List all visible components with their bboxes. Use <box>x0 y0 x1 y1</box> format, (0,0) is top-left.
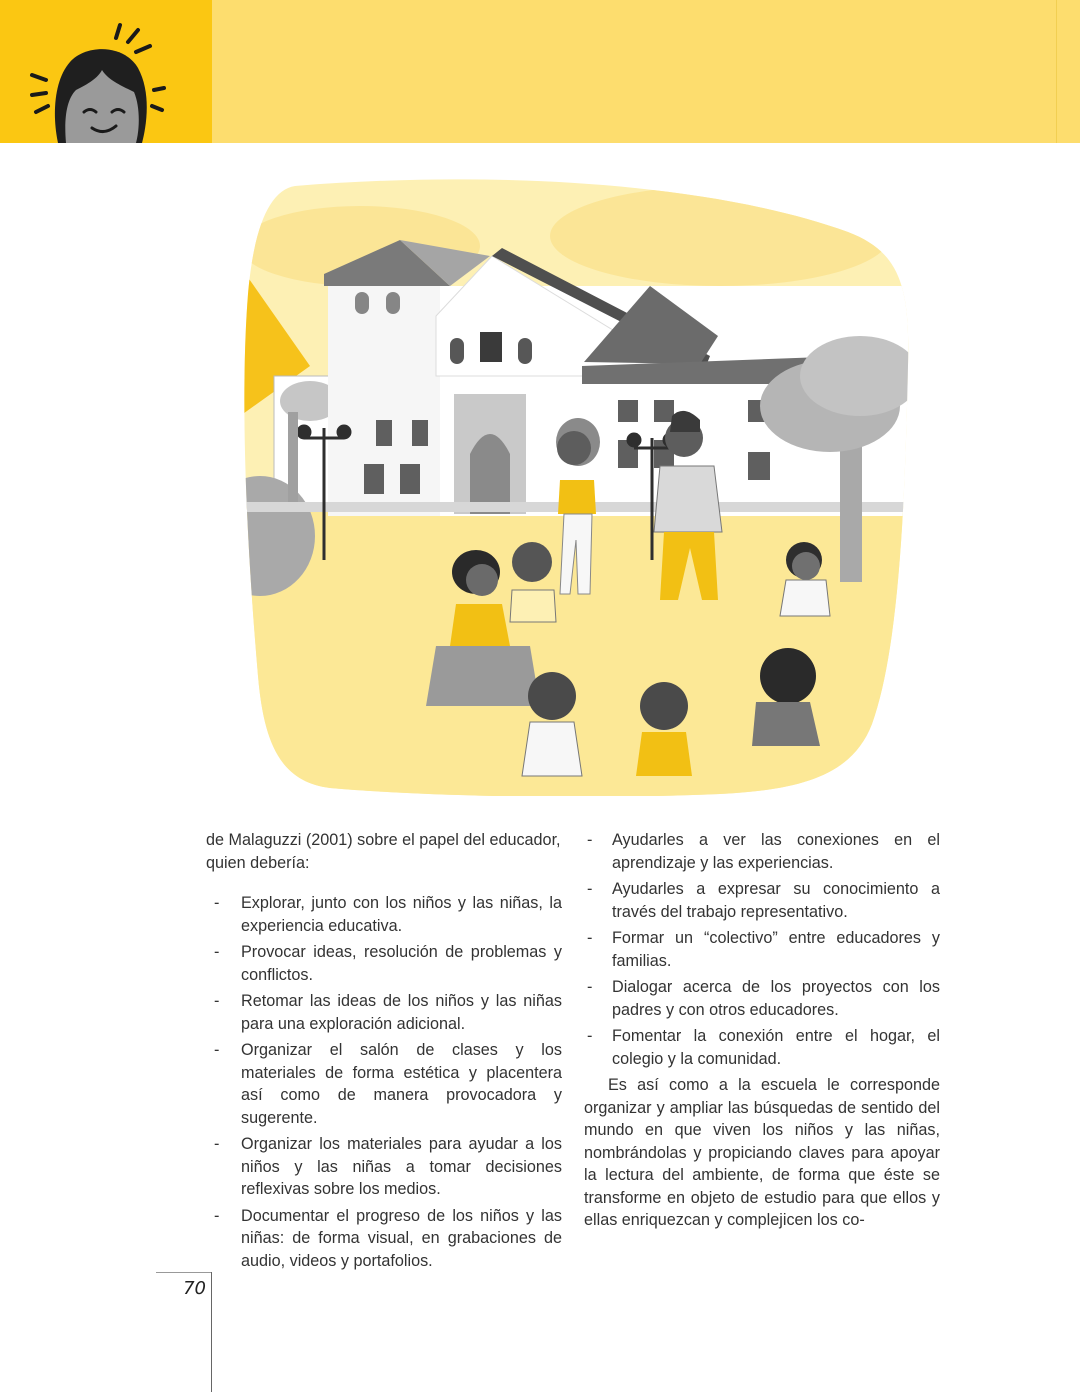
list-item: - Ayudarles a ver las conexiones en el aprendizaje y las experiencias. <box>587 831 940 872</box>
list-item: - Explorar, junto con los niños y las niñas, la experiencia educativa. <box>214 894 562 935</box>
left-column <box>206 829 562 1276</box>
educator-role-list <box>206 892 562 1272</box>
intro-paragraph: de Malaguzzi (2001) sobre el papel del educador, quien debería: <box>206 831 561 872</box>
list-item: - Documentar el progreso de los niños y las niñas: de forma visual, en grabaciones de audio, videos y portafolios. <box>214 1206 562 1270</box>
list-item: - Dialogar acerca de los proyectos con los padres y con otros educadores. <box>587 978 940 1019</box>
smiling-child-face-icon <box>28 20 178 143</box>
list-dash: - <box>214 1135 220 1153</box>
list-dash: - <box>587 831 593 849</box>
list-dash: - <box>587 929 593 947</box>
list-dash: - <box>587 1027 593 1045</box>
header-edge-line <box>1056 0 1057 143</box>
list-item: - Fomentar la conexión entre el hogar, el colegio y la comunidad. <box>587 1027 940 1068</box>
list-dash: - <box>587 880 593 898</box>
page-number-rule <box>211 1272 212 1392</box>
educator-role-list-continued <box>584 829 940 1070</box>
list-dash: - <box>214 1041 220 1059</box>
list-item: - Ayudarles a expresar su conocimiento a través del trabajo representativo. <box>587 880 940 921</box>
page-number-rule-top <box>156 1272 212 1273</box>
list-item: - Organizar el salón de clases y los materiales de forma estética y placentera así como de manera provocadora y sugerente. <box>214 1041 562 1127</box>
list-item: - Formar un “colectivo” entre educadores y familias. <box>587 929 940 970</box>
list-item: - Provocar ideas, resolución de problemas y conflictos. <box>214 943 562 984</box>
list-dash: - <box>214 894 220 912</box>
list-dash: - <box>214 1206 220 1225</box>
list-dash: - <box>214 943 220 961</box>
plaza-educators-children-illustration <box>240 176 910 796</box>
list-dash: - <box>214 992 220 1010</box>
right-column <box>584 829 940 1232</box>
list-dash: - <box>587 978 593 996</box>
page-number: 70 <box>183 1278 206 1299</box>
body-paragraph: Es así como a la escuela le corresponde organizar y ampliar las búsquedas de sentido del mundo en que viven los niños y las niñas, nombrándolas y propiciando claves para apoyar la lectura del ambiente, de forma que éste se transforme en objeto de estudio para que ellos y ellas enriquezcan y complejicen los co- <box>584 1076 940 1229</box>
list-item: - Retomar las ideas de los niños y las niñas para una exploración adicional. <box>214 992 562 1033</box>
list-item: - Organizar los materiales para ayudar a los niños y las niñas a tomar decisiones reflexivas sobre los medios. <box>214 1135 562 1198</box>
